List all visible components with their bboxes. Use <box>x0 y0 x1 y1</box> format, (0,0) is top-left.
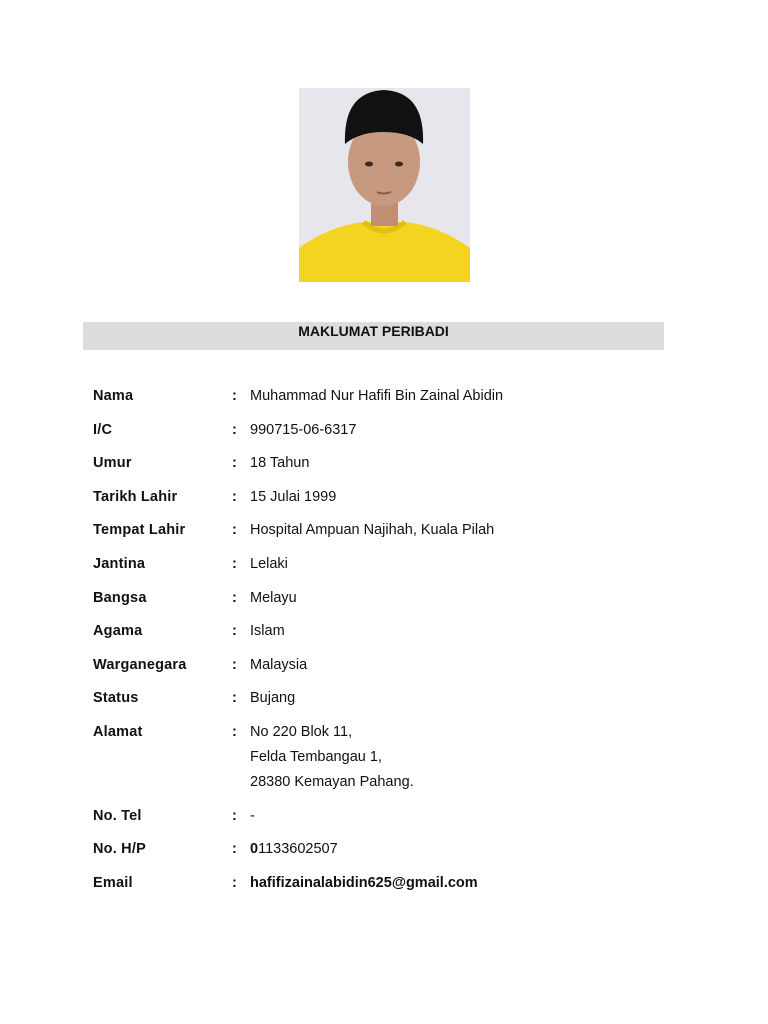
field-row-warganegara <box>93 653 653 678</box>
field-row-ic <box>93 418 653 443</box>
field-label: I/C <box>93 421 113 438</box>
phone-first-digit: 0 <box>250 841 259 858</box>
field-value: Bujang <box>250 690 296 707</box>
field-row-nama <box>93 384 653 409</box>
field-label: Bangsa <box>93 589 147 606</box>
field-colon: : <box>232 455 237 472</box>
field-label: Nama <box>93 388 134 404</box>
field-colon: : <box>232 807 237 824</box>
address-line: 28380 Kemayan Pahang. <box>250 773 414 790</box>
section-title: MAKLUMAT PERIBADI <box>298 323 449 339</box>
field-value: Muhammad Nur Hafifi Bin Zainal Abidin <box>250 388 504 404</box>
field-row-tarikh-lahir <box>93 485 653 510</box>
field-label: Warganegara <box>93 656 187 673</box>
address-line: No 220 Blok 11, <box>250 723 353 740</box>
field-row-no-tel <box>93 804 653 829</box>
field-colon: : <box>232 555 237 572</box>
field-row-no-hp <box>93 837 653 862</box>
field-row-jantina <box>93 552 653 577</box>
address-value <box>250 720 653 795</box>
field-colon: : <box>232 589 237 606</box>
field-value: 990715-06-6317 <box>250 421 357 438</box>
field-label: Email <box>93 874 133 891</box>
field-row-status <box>93 686 653 711</box>
field-colon: : <box>232 388 237 404</box>
field-colon: : <box>232 723 237 740</box>
field-colon: : <box>232 841 237 858</box>
field-colon: : <box>232 656 237 673</box>
field-value: - <box>250 807 255 824</box>
field-row-bangsa <box>93 586 653 611</box>
field-value: 15 Julai 1999 <box>250 488 337 505</box>
email-value: hafifizainalabidin625@gmail.com <box>250 874 478 891</box>
field-value: Malaysia <box>250 656 308 673</box>
field-colon: : <box>232 874 237 891</box>
field-row-alamat <box>93 720 653 795</box>
personal-info-list <box>93 384 653 904</box>
field-value: Islam <box>250 623 285 640</box>
field-colon: : <box>232 623 237 640</box>
address-line: Felda Tembangau 1, <box>250 748 382 765</box>
section-header-bar <box>83 322 664 350</box>
field-value: Hospital Ampuan Najihah, Kuala Pilah <box>250 522 495 539</box>
field-row-umur <box>93 451 653 476</box>
field-colon: : <box>232 690 237 707</box>
profile-photo <box>299 88 470 282</box>
field-row-agama <box>93 619 653 644</box>
field-value: 18 Tahun <box>250 455 310 472</box>
field-label: Tarikh Lahir <box>93 488 178 505</box>
field-label: Agama <box>93 623 143 640</box>
field-value: Lelaki <box>250 555 288 572</box>
phone-rest: 1133602507 <box>258 841 338 858</box>
field-colon: : <box>232 421 237 438</box>
field-label: No. H/P <box>93 841 146 858</box>
phone-value <box>250 837 653 862</box>
field-label: Umur <box>93 455 132 472</box>
field-row-tempat-lahir <box>93 518 653 543</box>
field-colon: : <box>232 522 237 539</box>
field-label: Jantina <box>93 555 146 572</box>
field-row-email <box>93 871 653 896</box>
field-label: Tempat Lahir <box>93 522 186 539</box>
field-colon: : <box>232 488 237 505</box>
field-value: Melayu <box>250 589 297 606</box>
field-label: Alamat <box>93 723 143 740</box>
field-label: Status <box>93 690 139 707</box>
field-label: No. Tel <box>93 807 142 824</box>
portrait-image <box>299 88 470 282</box>
